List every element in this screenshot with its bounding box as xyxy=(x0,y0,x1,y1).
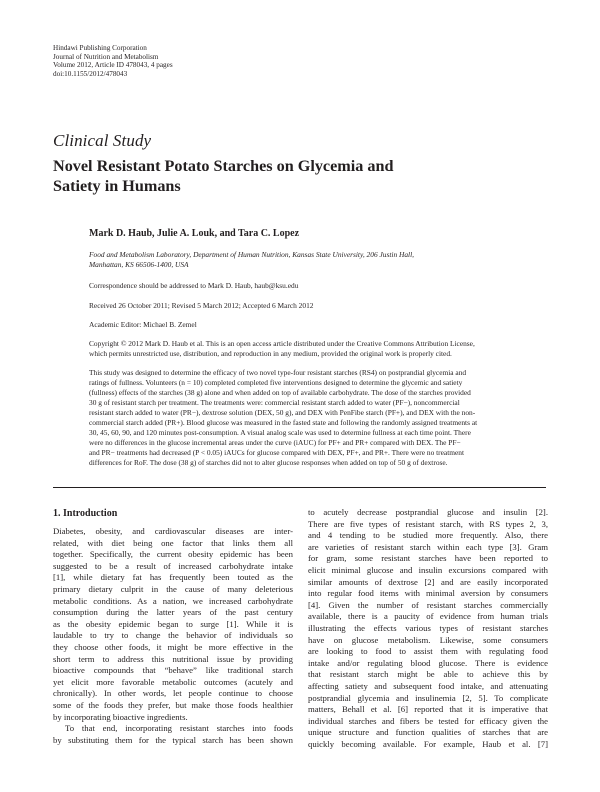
abstract-line: were no differences in the glucose incremental areas under the curve (iAUC) for PF+ and PR+ compared with DEX. The PF− xyxy=(89,438,461,447)
study-type: Clinical Study xyxy=(53,131,152,150)
body-line: they choose other foods, it might be more effective in the xyxy=(53,641,293,652)
body-column-left xyxy=(53,508,293,746)
body-line: into regular food items with minimal aversion by consumers xyxy=(308,588,548,599)
copyright-line: which permits unrestricted use, distribution, and reproduction in any medium, provided the original work is properly cited. xyxy=(89,349,452,358)
body-line: to acutely decrease postprandial glucose and insulin [2]. xyxy=(308,507,548,517)
abstract-line: resistant starch added to water (PR−), dextrose solution (DEX, 50 g), and DEX with PenFibe starch (PF+), and DEX with the non- xyxy=(89,408,476,417)
copyright-line: Copyright © 2012 Mark D. Haub et al. This is an open access article distributed under the Creative Commons Attribution License, xyxy=(89,339,475,348)
abstract-line: This study was designed to determine the efficacy of two novel type-four resistant starches (RS4) on postprandial glycemia and xyxy=(89,368,467,377)
affiliation xyxy=(89,250,549,270)
volume-info: Volume 2012, Article ID 478043, 4 pages xyxy=(53,61,173,70)
abstract xyxy=(89,368,549,468)
body-line: have on glucose metabolism. Likewise, some consumers xyxy=(308,634,548,645)
abstract-line: differences for RoF. The dose (38 g) of starches did not to alter glucose responses when added on top of 50 g of dextrose. xyxy=(89,458,448,467)
body-line: primary dietary culprit in the cause of many deleterious xyxy=(53,583,293,594)
body-line: matters, Behall et al. [6] reported that it is imperative that xyxy=(308,704,548,715)
body-line: elicit minimal glucose and insulin excursions compared with xyxy=(308,564,548,575)
body-line: intake and/or regulating blood glucose. There is evidence xyxy=(308,657,548,668)
body-line: together. Specifically, the current obesity epidemic has been xyxy=(53,549,293,560)
body-line: Diabetes, obesity, and cardiovascular diseases are inter- xyxy=(53,526,293,536)
body-line: for gram, some resistant starches have been reported to xyxy=(308,553,548,564)
body-line: To that end, incorporating resistant starches into foods xyxy=(65,723,293,734)
body-line: There are five types of resistant starch, with RS types 2, 3, xyxy=(308,518,548,529)
body-line: illustrating the effects various types of resistant starches xyxy=(308,622,548,633)
academic-editor: Academic Editor: Michael B. Zemel xyxy=(89,320,197,329)
body-line: similar amounts of dextrose [2] and are easily incorporated xyxy=(308,576,548,587)
abstract-line: 30 g of resistant starch per treatment. The treatments were: commercial resistant starch added to water (PF−), noncommercial xyxy=(89,398,460,407)
title-line: Satiety in Humans xyxy=(53,177,181,195)
copyright-notice xyxy=(89,339,549,359)
body-line: bioactive compounds that “behave” like traditional starch xyxy=(53,665,293,676)
body-line: metabolic conditions. As a nation, we increased carbohydrate xyxy=(53,595,293,606)
body-line: individual starches and fibers be tested for efficacy given the xyxy=(308,715,548,726)
article-title xyxy=(53,156,453,196)
body-line: by substituting them for the typical starch has been shown xyxy=(53,734,293,745)
journal-name: Journal of Nutrition and Metabolism xyxy=(53,52,159,61)
received-dates: Received 26 October 2011; Revised 5 March 2012; Accepted 6 March 2012 xyxy=(89,301,314,310)
affiliation-line: Food and Metabolism Laboratory, Department of Human Nutrition, Kansas State University, 206 Justin Hall, xyxy=(89,250,414,259)
body-line: quickly becoming available. For example, Haub et al. [7] xyxy=(308,738,548,749)
body-line: postprandial glycemia and insulinemia [2, 5]. To complicate xyxy=(308,692,548,703)
body-line: consumption during the latter years of the past century xyxy=(53,607,293,618)
abstract-line: 30, 45, 60, 90, and 120 minutes post-consumption. A visual analog scale was used to determine fullness at each time point. There xyxy=(89,428,471,437)
body-line: as the obesity epidemic began to surge [1]. While it is xyxy=(53,618,293,629)
body-line: that resistant starch might be able to achieve this by xyxy=(308,669,548,680)
title-line: Novel Resistant Potato Starches on Glycemia and xyxy=(53,157,394,175)
body-line: by incorporating bioactive ingredients. xyxy=(53,711,188,722)
body-line: available, there is a paucity of evidence from human trials xyxy=(308,611,548,622)
abstract-line: commercial starch added (PR+). Blood glucose was measured in the fasted state and following the randomly assigned treatments at xyxy=(89,418,478,427)
affiliation-line: Manhattan, KS 66506-1400, USA xyxy=(89,260,189,269)
body-line: unique structure and function qualities of starches that are xyxy=(308,727,548,738)
section-heading: 1. Introduction xyxy=(53,508,118,519)
body-line: short term to address this nutritional issue by providing xyxy=(53,653,293,664)
body-line: suggested to be a result of increased carbohydrate intake xyxy=(53,560,293,571)
publisher-name: Hindawi Publishing Corporation xyxy=(53,44,147,52)
body-line: [4]. Given the number of resistant starches commercially xyxy=(308,599,548,610)
abstract-line: and PR− treatments had decreased (P < 0.05) iAUCs for glucose compared with DEX, PF+, and PR+. There were no treatment xyxy=(89,448,465,457)
body-line: and 4 tending to be studied more frequently. Also, there xyxy=(308,530,548,541)
body-line: yet elicit more favorable metabolic outcomes (acutely and xyxy=(53,676,293,687)
journal-header xyxy=(53,44,353,78)
body-line: laudable to try to change the behavior of individuals so xyxy=(53,630,293,641)
body-line: are varieties of resistant starch within each type [3]. Gram xyxy=(308,541,548,552)
body-line: are looking to food to assist them with regulating food xyxy=(308,646,548,657)
body-line: chronically). In other words, let people continue to choose xyxy=(53,688,293,699)
body-line: [1], while dietary fat has frequently been touted as the xyxy=(53,572,293,583)
author-list: Mark D. Haub, Julie A. Louk, and Tara C. Lopez xyxy=(89,228,300,239)
body-line: some of the foods they prefer, but make those foods healthier xyxy=(53,699,293,710)
abstract-line: ratings of fullness. Volunteers (n = 10) completed completed five interventions designed to determine the glycemic and satiety xyxy=(89,378,463,387)
doi: doi:10.1155/2012/478043 xyxy=(53,69,128,78)
section-divider xyxy=(53,487,546,488)
correspondence: Correspondence should be addressed to Mark D. Haub, haub@ksu.edu xyxy=(89,281,299,290)
abstract-line: (fullness) effects of the starches (38 g) alone and when added on top of available carbohydrate. The dose of the starches provided xyxy=(89,388,471,397)
body-line: affecting satiety and subsequent food intake, and attenuating xyxy=(308,680,548,691)
body-line: related, with diet being one factor that links them all xyxy=(53,537,293,548)
body-column-right xyxy=(308,507,548,750)
